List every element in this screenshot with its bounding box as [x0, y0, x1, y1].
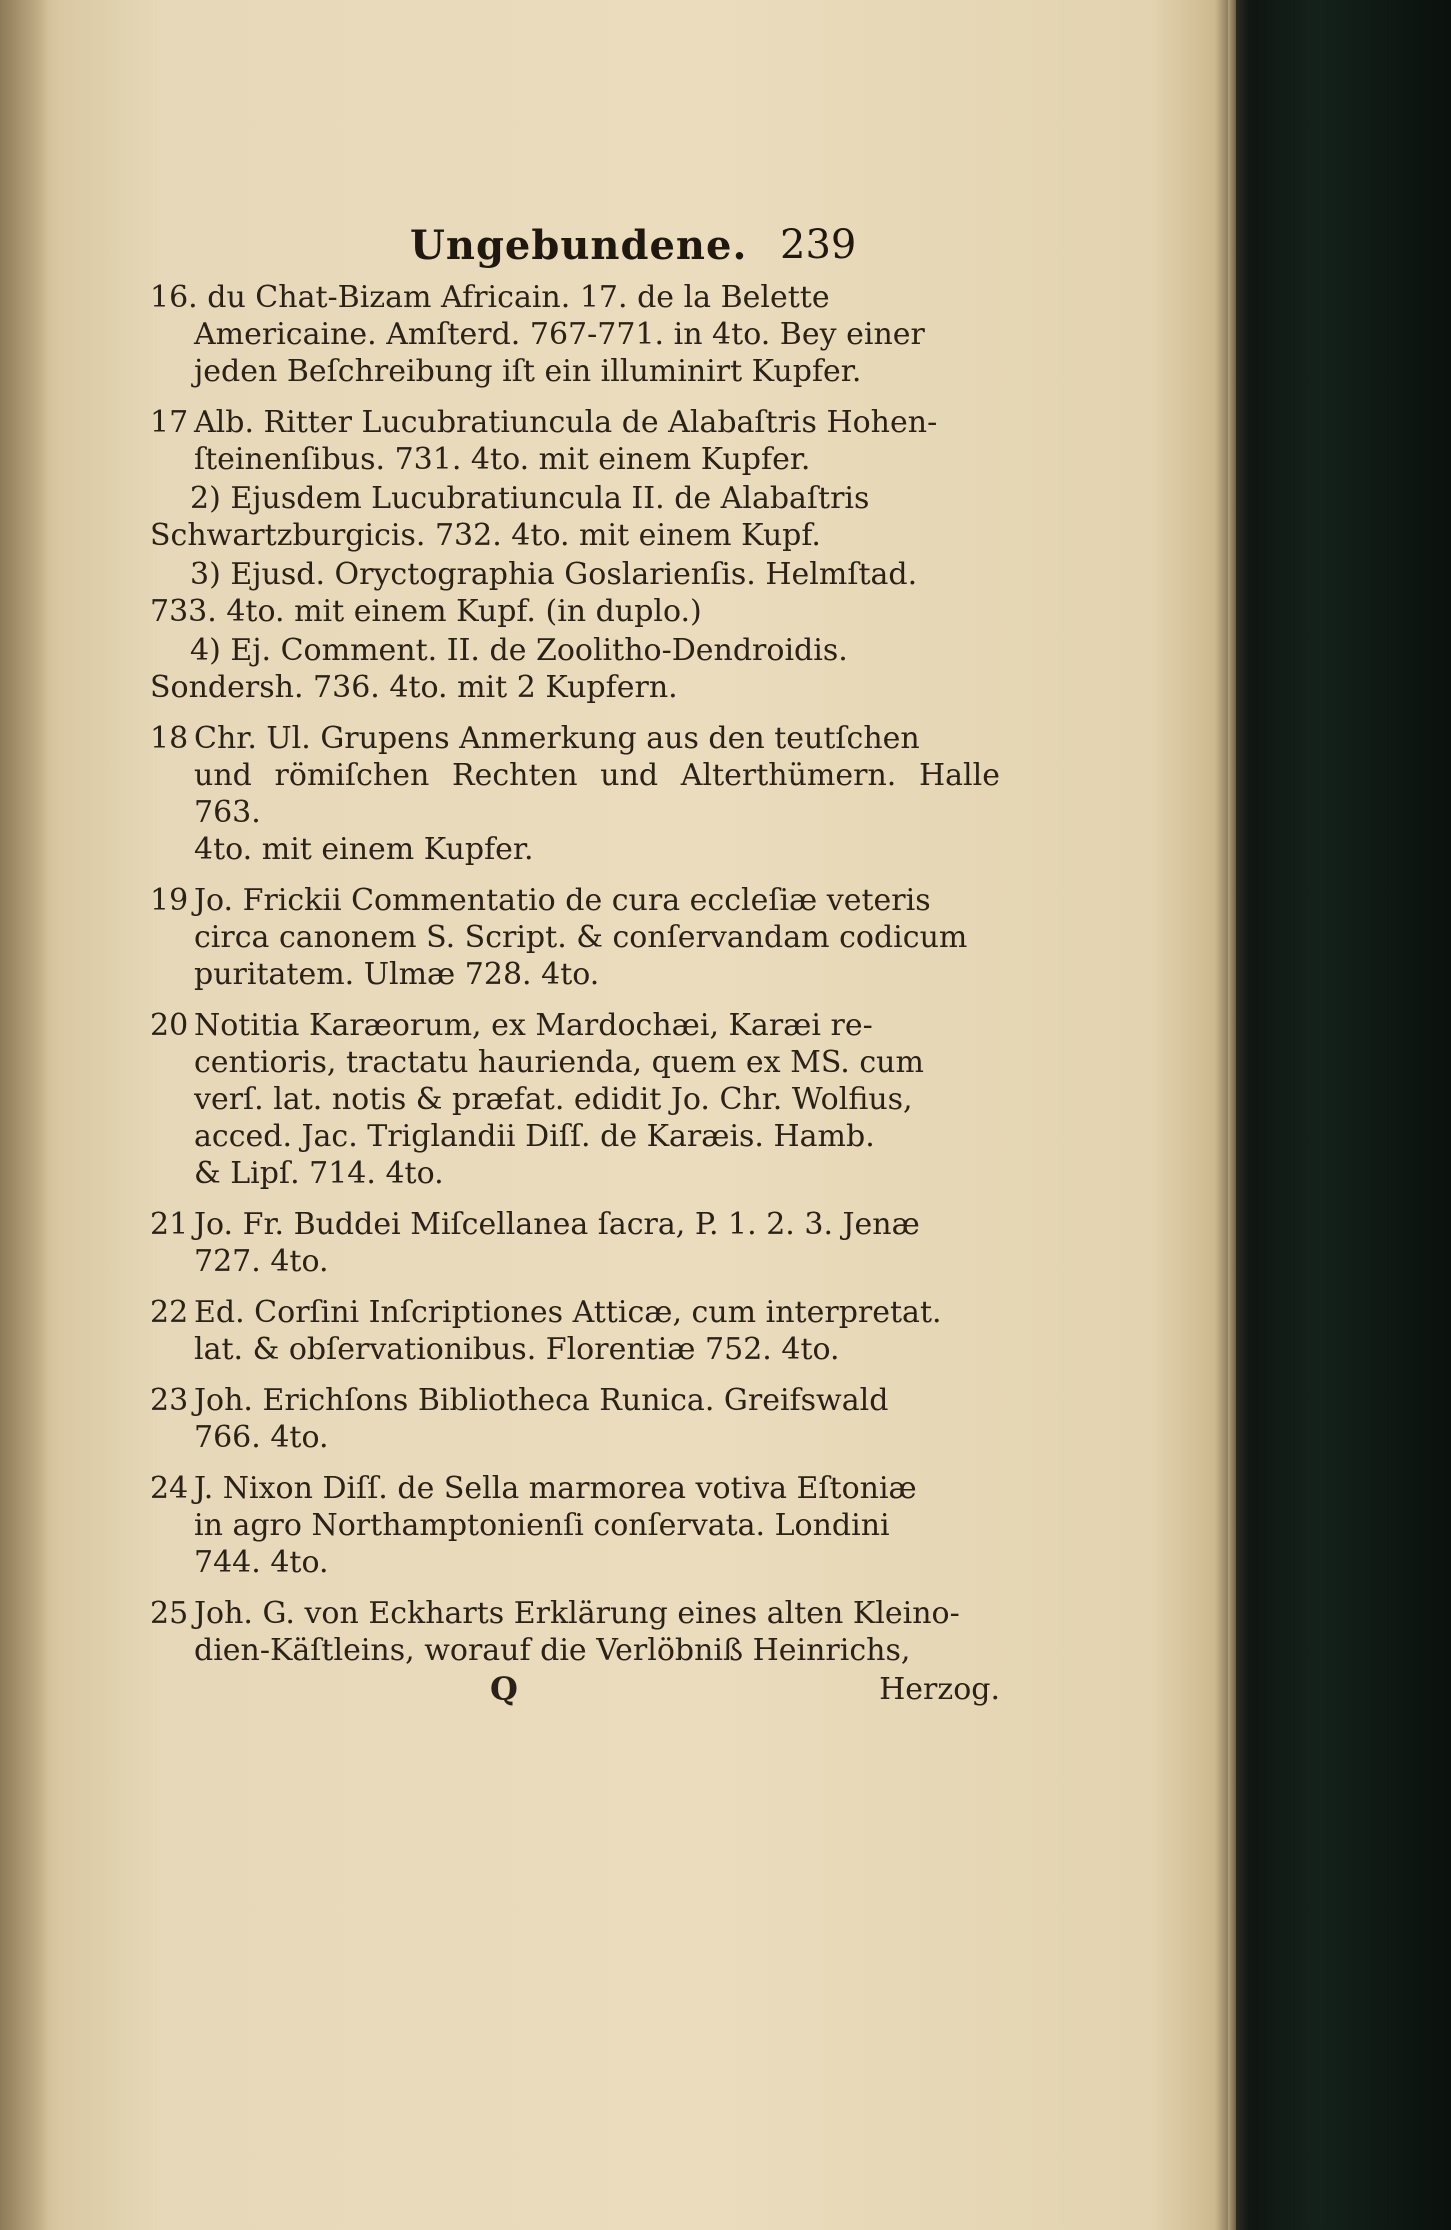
page-footer — [150, 1671, 1000, 1711]
catalog-entry — [150, 1595, 1000, 1669]
catalog-entry — [150, 720, 1000, 868]
catalog-entry — [150, 404, 1000, 706]
page-header — [150, 215, 1000, 275]
entry-line: Americaine. Amſterd. 767-771. in 4to. Bey einer — [194, 317, 925, 352]
entry-line: und römiſchen Rechten und Alterthümern. Halle 763. — [194, 758, 1000, 830]
sub-entry — [150, 556, 1000, 630]
entry-line: verſ. lat. notis & præfat. edidit Jo. Chr. Wolfius, — [194, 1082, 913, 1117]
catalog-entry — [150, 1007, 1000, 1192]
entry-line: 16. du Chat-Bizam Africain. 17. de la Belette — [150, 280, 830, 315]
entry-line: Joh. G. von Eckharts Erklärung eines alten Kleino- — [194, 1596, 960, 1631]
catchword: Herzog. — [879, 1672, 1000, 1707]
entry-line: centioris, tractatu haurienda, quem ex MS. cum — [194, 1045, 924, 1080]
signature-mark: Q — [490, 1670, 518, 1708]
entry-line: J. Nixon Diſſ. de Sella marmorea votiva Eſtoniæ — [194, 1471, 917, 1506]
catalog-entry — [150, 279, 1000, 390]
catalog-entry — [150, 1206, 1000, 1280]
binding-gutter — [0, 0, 48, 2230]
entry-line: Ed. Corſini Inſcriptiones Atticæ, cum interpretat. — [194, 1295, 942, 1330]
entry-line: 727. 4to. — [194, 1244, 329, 1279]
catalog-entry — [150, 1470, 1000, 1581]
entry-line: puritatem. Ulmæ 728. 4to. — [194, 957, 600, 992]
entry-number: 23 — [150, 1383, 189, 1418]
entry-line: 766. 4to. — [194, 1420, 329, 1455]
sub-entry — [150, 632, 1000, 706]
catalog-entry — [150, 882, 1000, 993]
entry-line: 744. 4to. — [194, 1545, 329, 1580]
entry-line: Sondersh. 736. 4to. mit 2 Kupfern. — [150, 670, 678, 705]
entry-number: 21 — [150, 1207, 189, 1242]
entry-line: acced. Jac. Triglandii Diſſ. de Karæis. Hamb. — [194, 1119, 875, 1154]
book-cover-board — [1236, 0, 1451, 2230]
entry-line: 4) Ej. Comment. II. de Zoolitho-Dendroidis. — [190, 633, 848, 668]
entry-line: 2) Ejusdem Lucubratiuncula II. de Alabaſtris — [190, 481, 870, 516]
entry-number: 18 — [150, 721, 189, 756]
entry-line: circa canonem S. Script. & conſervandam codicum — [194, 920, 968, 955]
entry-number: 17 — [150, 405, 189, 440]
entry-line: lat. & obſervationibus. Florentiæ 752. 4to. — [194, 1332, 840, 1367]
entry-number: 25 — [150, 1596, 189, 1631]
page-text-block — [150, 215, 1000, 1711]
entry-line: 3) Ejusd. Oryctographia Goslarienſis. Helmſtad. — [190, 557, 918, 592]
entry-line: ſteinenſibus. 731. 4to. mit einem Kupfer. — [194, 442, 811, 477]
sub-entry — [150, 480, 1000, 554]
entry-line: jeden Beſchreibung iſt ein illuminirt Kupfer. — [194, 354, 862, 389]
entry-line: Chr. Ul. Grupens Anmerkung aus den teutſchen — [194, 721, 920, 756]
entry-line: dien-Käſtleins, worauf die Verlöbniß Heinrichs, — [194, 1633, 911, 1668]
entry-line: Jo. Frickii Commentatio de cura eccleſiæ veteris — [194, 883, 931, 918]
page-number: 239 — [780, 222, 857, 268]
entry-line: 4to. mit einem Kupfer. — [194, 832, 534, 867]
entry-number: 19 — [150, 883, 189, 918]
entry-line: Notitia Karæorum, ex Mardochæi, Karæi re- — [194, 1008, 873, 1043]
entry-line: 733. 4to. mit einem Kupf. (in duplo.) — [150, 594, 702, 629]
entry-number: 20 — [150, 1008, 189, 1043]
entry-number: 22 — [150, 1295, 189, 1330]
entry-line: in agro Northamptonienſi conſervata. Londini — [194, 1508, 890, 1543]
entry-line: Schwartzburgicis. 732. 4to. mit einem Kupf. — [150, 518, 821, 553]
entry-line: & Lipſ. 714. 4to. — [194, 1156, 444, 1191]
entry-line: Jo. Fr. Buddei Miſcellanea ſacra, P. 1. 2. 3. Jenæ — [194, 1207, 920, 1242]
running-head: Ungebundene. — [410, 222, 748, 269]
entry-line: Alb. Ritter Lucubratiuncula de Alabaſtris Hohen- — [194, 405, 938, 440]
catalog-entry — [150, 1294, 1000, 1368]
entry-line: Joh. Erichſons Bibliotheca Runica. Greifswald — [194, 1383, 889, 1418]
catalog-entry — [150, 1382, 1000, 1456]
entry-number: 24 — [150, 1471, 189, 1506]
